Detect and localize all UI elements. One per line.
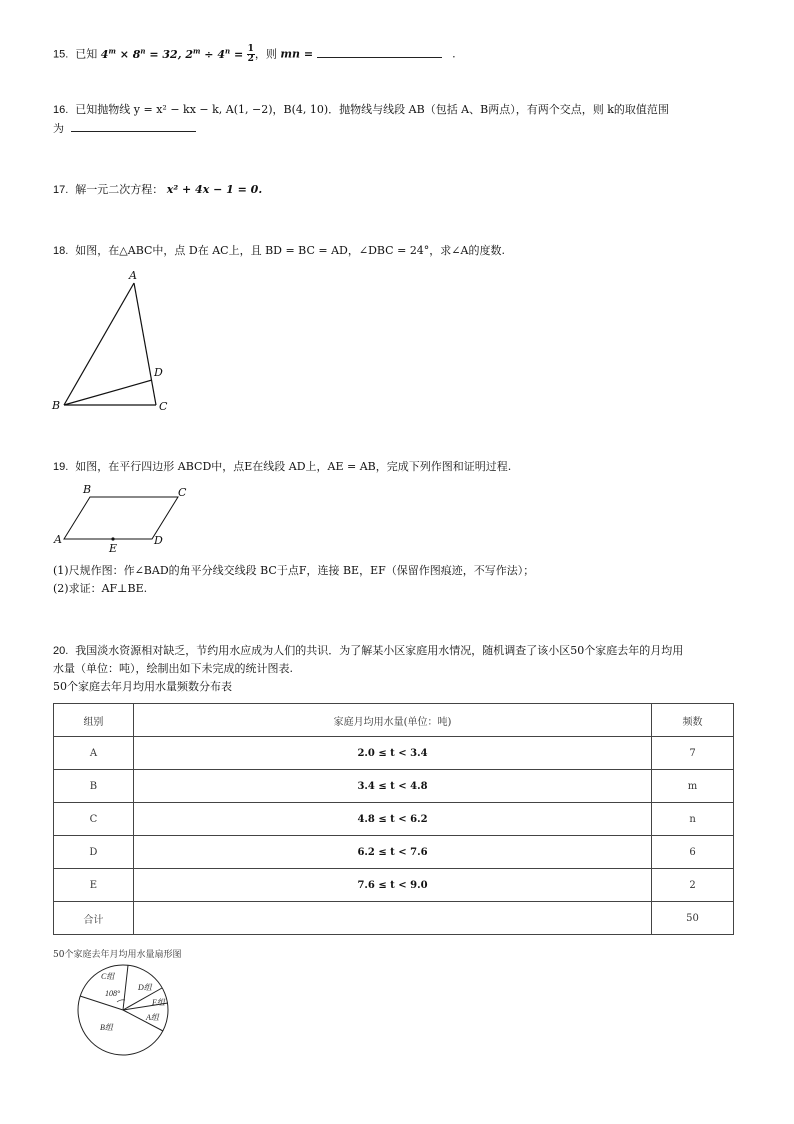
question-19-parts [53, 562, 534, 598]
slice-label-c: C组 [101, 972, 115, 981]
table-header-row: 组别 家庭月均用水量(单位：吨) 频数 [54, 704, 734, 737]
table-row: C 4.8 ≤ t < 6.2 n [54, 803, 734, 836]
triangle-figure [50, 265, 180, 415]
question-text: 如图，在△ABC中，点 D在 AC上，且 BD = BC = AD，∠DBC = 24°，求∠A的度数. [75, 244, 505, 257]
label-C: C [159, 400, 168, 413]
slice-label-b: B组 [100, 1023, 113, 1032]
label-A: A [129, 269, 137, 282]
question-18: 18. 如图，在△ABC中，点 D在 AC上，且 BD = BC = AD，∠DBC = 24°，求∠A的度数. [53, 244, 505, 257]
pie-title: 50个家庭去年月均用水量扇形图 [53, 950, 182, 960]
slice-label-d: D组 [138, 983, 152, 992]
label-B: B [52, 399, 61, 412]
slice-label-e: E组 [152, 998, 165, 1007]
question-text: 如图，在平行四边形 ABCD中，点E在线段 AD上，AE = AB，完成下列作图和证明过程. [75, 460, 512, 473]
equation: x² + 4x − 1 = 0. [166, 183, 263, 196]
part-1: (1)尺规作图：作∠BAD的角平分线交线段 BC于点F，连接 BE，EF（保留作图痕迹，不写作法）； [53, 564, 535, 577]
table-row: E 7.6 ≤ t < 9.0 2 [54, 869, 734, 902]
part-2: (2)求证：AF⊥BE. [53, 582, 148, 595]
question-16: 16. 已知抛物线 y = x² − kx − k, A(1, −2)，B(4, 10)．抛物线与线段 AB（包括 A、B两点），有两个交点，则 k的取值范围 为 [53, 103, 669, 135]
label-B: B [83, 483, 92, 496]
label-D: D [154, 534, 163, 547]
table-row: A 2.0 ≤ t < 3.4 7 [54, 737, 734, 770]
label-A: A [54, 533, 62, 546]
table-row: B 3.4 ≤ t < 4.8 m [54, 770, 734, 803]
question-text: 已知抛物线 y = x² − kx − k, A(1, −2)，B(4, 10)．抛物线与线段 AB（包括 A、B两点），有两个交点，则 k的取值范围 [75, 103, 669, 116]
question-15: 15. 已知 $4^m \times 8^n = 32$, $2^m \div 4^n$ = $\frac{1}{2}$ ，则 mn = . [53, 44, 456, 65]
answer-blank[interactable] [71, 119, 196, 132]
question-number: 15. [53, 48, 69, 61]
question-19: 19. 如图，在平行四边形 ABCD中，点E在线段 AD上，AE = AB，完成下列作图和证明过程. [53, 460, 512, 473]
question-20: 20. 我国淡水资源相对缺乏，节约用水应成为人们的共识．为了解某小区家庭用水情况，随机调查了该小区50个家庭去年的月均用 水量（单位：吨），绘制出如下未完成的统计图表. 50个家庭去年月均用水量频数分布表 [53, 642, 743, 696]
label-D: D [154, 366, 163, 379]
table-row: 合计 50 [54, 902, 734, 935]
parallelogram-figure [50, 480, 200, 555]
slice-angle-label: 108° [105, 989, 121, 998]
side-AC [134, 283, 156, 405]
pie-chart [70, 962, 180, 1058]
segment-BD [64, 380, 152, 405]
side-AB [64, 283, 134, 405]
label-E: E [109, 542, 118, 555]
label-C: C [178, 486, 187, 499]
fraction: $\frac{1}{2}$ [247, 44, 254, 65]
table-row: D 6.2 ≤ t < 7.6 6 [54, 836, 734, 869]
table-title: 50个家庭去年月均用水量频数分布表 [53, 680, 232, 693]
frequency-table [53, 703, 734, 935]
point-E [111, 537, 114, 540]
answer-blank[interactable] [317, 45, 442, 58]
question-17: 17. 解一元二次方程： x² + 4x − 1 = 0. [53, 183, 263, 196]
slice-label-a: A组 [146, 1013, 159, 1022]
